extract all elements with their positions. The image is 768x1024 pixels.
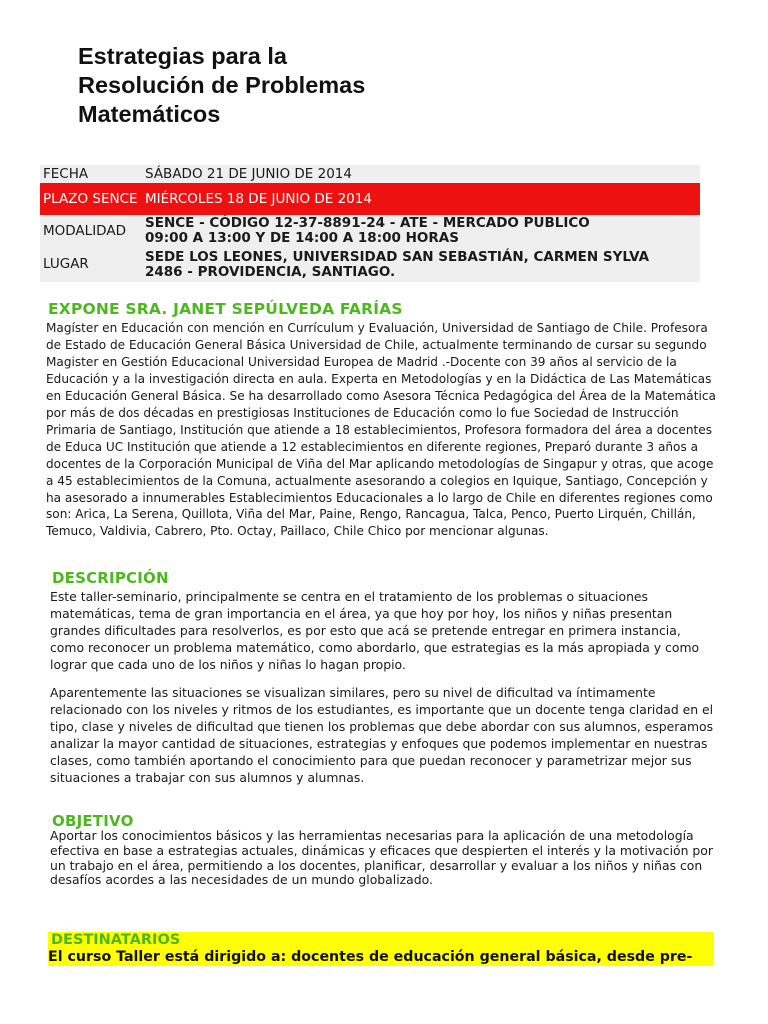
plazo-sence-label: PLAZO SENCE: [40, 183, 142, 215]
title-line-2: Resolución de Problemas: [78, 72, 366, 98]
info-row-fecha: [40, 165, 700, 183]
modalidad-value: [142, 215, 700, 247]
destinatarios-heading: DESTINATARIOS: [51, 932, 181, 948]
info-row-plazo-sence: [40, 183, 700, 215]
plazo-sence-value: MIÉRCOLES 18 DE JUNIO DE 2014: [142, 183, 700, 215]
lugar-value-line-2: 2486 - PROVIDENCIA, SANTIAGO.: [145, 263, 396, 280]
fecha-value: SÁBADO 21 DE JUNIO DE 2014: [142, 165, 700, 183]
title-line-3: Matemáticos: [78, 101, 221, 127]
descripcion-heading: DESCRIPCIÓN: [52, 569, 169, 587]
objetivo-body: Aportar los conocimientos básicos y las herramientas necesarias para la aplicación de una metodología efectiva en base a estrategias actuales, dinámicas y eficaces que despierten el interés y la motivación por un trabajo en el área, permitiendo a los docentes, planificar, desarrollar y evaluar a los niños y niñas con desafíos acordes a las necesidades de un mundo globalizado.: [50, 828, 713, 888]
modalidad-value-line-2: 09:00 A 13:00 Y DE 14:00 A 18:00 HORAS: [145, 230, 459, 246]
info-row-lugar: [40, 247, 700, 282]
document-title: [78, 42, 365, 129]
title-line-1: Estrategias para la: [78, 43, 287, 69]
modalidad-value-line-1: SENCE - CÓDIGO 12-37-8891-24 - ATE - MERCADO PUBLICO: [145, 215, 590, 231]
objetivo-heading: OBJETIVO: [52, 812, 134, 830]
expone-heading: EXPONE SRA. JANET SEPÚLVEDA FARÍAS: [48, 300, 403, 318]
info-row-modalidad: [40, 215, 700, 247]
expone-body: Magíster en Educación con mención en Currículum y Evaluación, Universidad de Santiago de Chile. Profesora de Estado de Educación General Básica Universidad de Chile, actualmente terminando de cursar su segundo Magister en Gestión Educacional Universidad Europea de Madrid .-Docente con 39 años al servicio de la Educación y a la investigación directa en aula. Experta en Metodologías y en la Didáctica de Las Matemáticas en Educación General Básica. Se ha desarrollado como Asesora Técnica Pedagógica del Área de la Matemática por más de dos décadas en prestigiosas Instituciones de Educación como lo fue Sociedad de Instrucción Primaria de Santiago, Institución que atiende a 18 establecimientos, Profesora formadora del área a docentes de Educa UC Institución que atiende a 12 establecimientos en diferente regiones, Preparó durante 3 años a docentes de la Corporación Municipal de Viña del Mar aplicando metodologías de Singapur y otras, que acoge a 45 establecimientos de la Comuna, actualmente asesorando a colegios en Iquique, Santiago, Concepción y ha asesorado a innumerables Establecimientos Educacionales a lo largo de Chile en diferentes regiones como son: Arica, La Serena, Quillota, Viña del Mar, Paine, Rengo, Rancagua, Talca, Penco, Puerto Lirquén, Chillán, Temuco, Valdivia, Cabrero, Pto. Octay, Paillaco, Chile Chico por mencionar algunas.: [46, 321, 716, 539]
descripcion-paragraph-1: Este taller-seminario, principalmente se centra en el tratamiento de los problemas o situaciones matemáticas, tema de gran importancia en el área, ya que hoy por hoy, los niños y niñas presentan grandes dificultades para resolverlos, es por esto que acá se pretende entregar en primera instancia, como reconocer un problema matemático, como abordarlo, que estrategias es la más apropiada y como lograr que cada uno de los niños y niñas lo hagan propio.: [50, 589, 700, 673]
lugar-value-line-1: SEDE LOS LEONES, UNIVERSIDAD SAN SEBASTIÁN, CARMEN SYLVA: [145, 248, 650, 265]
fecha-label: FECHA: [40, 165, 142, 183]
descripcion-paragraph-2: Aparentemente las situaciones se visualizan similares, pero su nivel de dificultad va íntimamente relacionado con los niveles y ritmos de los estudiantes, es importante que un docente tenga claridad en el tipo, clase y niveles de dificultad que tienen los problemas que debe abordar con sus alumnos, esperamos analizar la mayor cantidad de situaciones, estrategias y enfoques que podemos implementar en nuestras clases, como también aportando el conocimiento para que puedan reconocer y parametrizar mejor sus situaciones a trabajar con sus alumnos y alumnas.: [50, 685, 714, 786]
lugar-label: LUGAR: [40, 247, 142, 282]
lugar-value: [142, 247, 700, 282]
destinatarios-body: El curso Taller está dirigido a: docentes de educación general básica, desde pre-: [48, 949, 693, 965]
modalidad-label: MODALIDAD: [40, 215, 142, 247]
course-info-table: [40, 165, 700, 282]
